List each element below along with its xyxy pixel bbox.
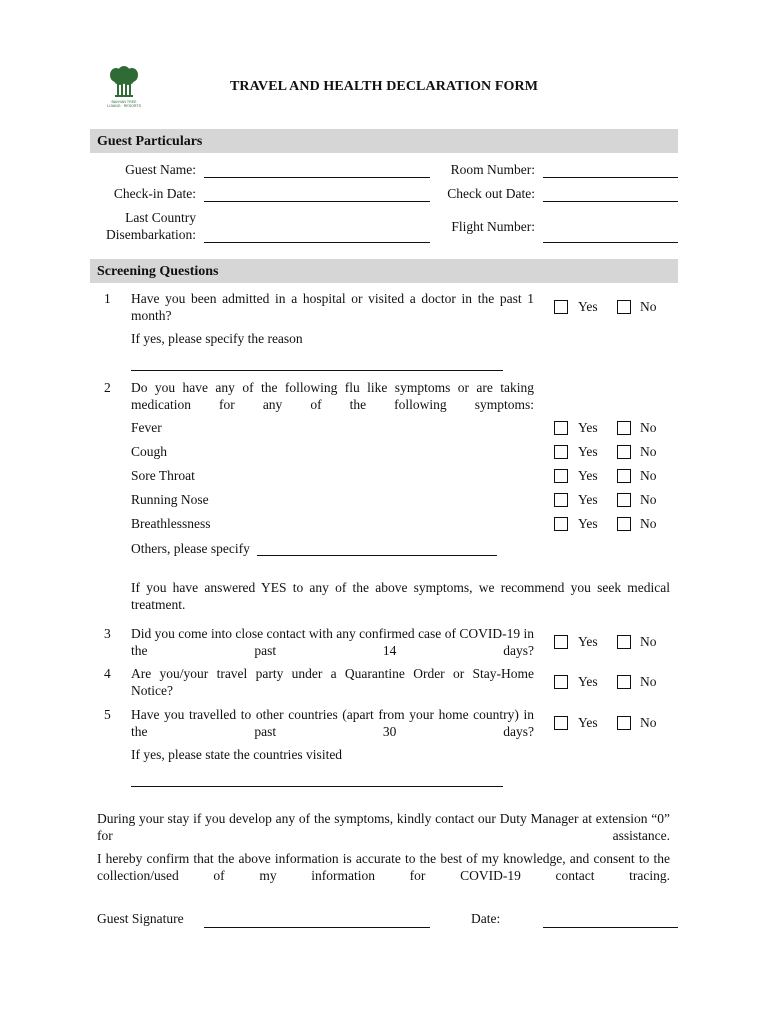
q4-no-checkbox[interactable] bbox=[617, 675, 631, 689]
cough-yes-checkbox[interactable] bbox=[554, 445, 568, 459]
q3-no-checkbox[interactable] bbox=[617, 635, 631, 649]
checkout-date-label: Check out Date: bbox=[447, 186, 535, 201]
running-nose-yes-checkbox[interactable] bbox=[554, 493, 568, 507]
question-5-followup: If yes, please state the countries visited bbox=[131, 747, 343, 762]
last-country-label bbox=[90, 209, 196, 243]
q5-no-label: No bbox=[640, 715, 657, 730]
symptom-advice: If you have answered YES to any of the above symptoms, we recommend you seek medical treatment. bbox=[131, 580, 670, 612]
sore-throat-yes-label: Yes bbox=[578, 468, 598, 483]
last-country-label-line-2: Disembarkation: bbox=[106, 227, 196, 242]
logo-text bbox=[106, 100, 142, 108]
breathlessness-no-label: No bbox=[640, 516, 657, 531]
question-3-text: Did you come into close contact with any confirmed case of COVID-19 in the past 14 days? bbox=[131, 626, 534, 658]
logo-text-line-1: BANYAN TREE bbox=[111, 100, 137, 104]
symptom-fever-label: Fever bbox=[131, 420, 162, 435]
last-country-field[interactable] bbox=[204, 242, 430, 243]
q3-yes-checkbox[interactable] bbox=[554, 635, 568, 649]
question-5-text: Have you travelled to other countries (apart from your home country) in the past 30 days? bbox=[131, 707, 534, 739]
fever-no-checkbox[interactable] bbox=[617, 421, 631, 435]
room-number-field[interactable] bbox=[543, 177, 678, 178]
screening-questions-heading: Screening Questions bbox=[97, 264, 219, 279]
sore-throat-no-label: No bbox=[640, 468, 657, 483]
signature-date-label: Date: bbox=[471, 911, 501, 926]
breathlessness-yes-checkbox[interactable] bbox=[554, 517, 568, 531]
symptom-running-nose-label: Running Nose bbox=[131, 492, 209, 507]
q1-reason-field[interactable] bbox=[131, 370, 503, 371]
cough-no-checkbox[interactable] bbox=[617, 445, 631, 459]
symptom-sore-throat-label: Sore Throat bbox=[131, 468, 195, 483]
form-title: TRAVEL AND HEALTH DECLARATION FORM bbox=[229, 79, 539, 94]
logo-text-line-2: LIJIANG · RESORTS bbox=[106, 104, 142, 109]
screening-questions-header bbox=[90, 259, 678, 283]
guest-name-label: Guest Name: bbox=[125, 162, 196, 177]
checkin-date-label: Check-in Date: bbox=[113, 186, 196, 201]
flight-number-field[interactable] bbox=[543, 242, 678, 243]
question-4-number: 4 bbox=[104, 666, 111, 681]
q1-yes-label: Yes bbox=[578, 299, 598, 314]
duty-manager-note: During your stay if you develop any of the symptoms, kindly contact our Duty Manager at extension “0” for assistance. bbox=[97, 811, 670, 843]
q1-yes-checkbox[interactable] bbox=[554, 300, 568, 314]
guest-name-field[interactable] bbox=[204, 177, 430, 178]
symptom-cough-label: Cough bbox=[131, 444, 168, 459]
fever-yes-label: Yes bbox=[578, 420, 598, 435]
flight-number-label: Flight Number: bbox=[451, 219, 535, 234]
running-nose-no-label: No bbox=[640, 492, 657, 507]
guest-signature-label: Guest Signature bbox=[97, 911, 184, 926]
fever-yes-checkbox[interactable] bbox=[554, 421, 568, 435]
last-country-label-line-1: Last Country bbox=[125, 210, 196, 225]
question-1-text: Have you been admitted in a hospital or visited a doctor in the past 1 month? bbox=[131, 291, 534, 323]
q5-no-checkbox[interactable] bbox=[617, 716, 631, 730]
room-number-label: Room Number: bbox=[450, 162, 535, 177]
guest-signature-field[interactable] bbox=[204, 927, 430, 928]
q1-no-label: No bbox=[640, 299, 657, 314]
running-nose-no-checkbox[interactable] bbox=[617, 493, 631, 507]
q5-countries-field[interactable] bbox=[131, 786, 503, 787]
others-specify-label: Others, please specify bbox=[131, 541, 250, 556]
guest-particulars-heading: Guest Particulars bbox=[97, 134, 203, 149]
q4-yes-label: Yes bbox=[578, 674, 598, 689]
consent-statement: I hereby confirm that the above information is accurate to the best of my knowledge, and consent to the collection/used of my information for COVID-19 contact tracing. bbox=[97, 851, 670, 883]
question-3-number: 3 bbox=[104, 626, 111, 641]
question-2-text: Do you have any of the following flu like symptoms or are taking medication for any of the following symptoms: bbox=[131, 380, 534, 412]
signature-date-field[interactable] bbox=[543, 927, 678, 928]
question-5-number: 5 bbox=[104, 707, 111, 722]
breathlessness-no-checkbox[interactable] bbox=[617, 517, 631, 531]
q3-yes-label: Yes bbox=[578, 634, 598, 649]
q4-no-label: No bbox=[640, 674, 657, 689]
guest-particulars-header bbox=[90, 129, 678, 153]
cough-yes-label: Yes bbox=[578, 444, 598, 459]
question-1-number: 1 bbox=[104, 291, 111, 306]
q4-yes-checkbox[interactable] bbox=[554, 675, 568, 689]
question-2-number: 2 bbox=[104, 380, 111, 395]
checkout-date-field[interactable] bbox=[543, 201, 678, 202]
q5-yes-checkbox[interactable] bbox=[554, 716, 568, 730]
checkin-date-field[interactable] bbox=[204, 201, 430, 202]
symptom-breathlessness-label: Breathlessness bbox=[131, 516, 211, 531]
q5-yes-label: Yes bbox=[578, 715, 598, 730]
question-1-followup: If yes, please specify the reason bbox=[131, 331, 303, 346]
sore-throat-no-checkbox[interactable] bbox=[617, 469, 631, 483]
q1-no-checkbox[interactable] bbox=[617, 300, 631, 314]
sore-throat-yes-checkbox[interactable] bbox=[554, 469, 568, 483]
question-4-text: Are you/your travel party under a Quarantine Order or Stay-Home Notice? bbox=[131, 666, 534, 698]
q3-no-label: No bbox=[640, 634, 657, 649]
running-nose-yes-label: Yes bbox=[578, 492, 598, 507]
fever-no-label: No bbox=[640, 420, 657, 435]
breathlessness-yes-label: Yes bbox=[578, 516, 598, 531]
others-specify-field[interactable] bbox=[257, 555, 497, 556]
cough-no-label: No bbox=[640, 444, 657, 459]
